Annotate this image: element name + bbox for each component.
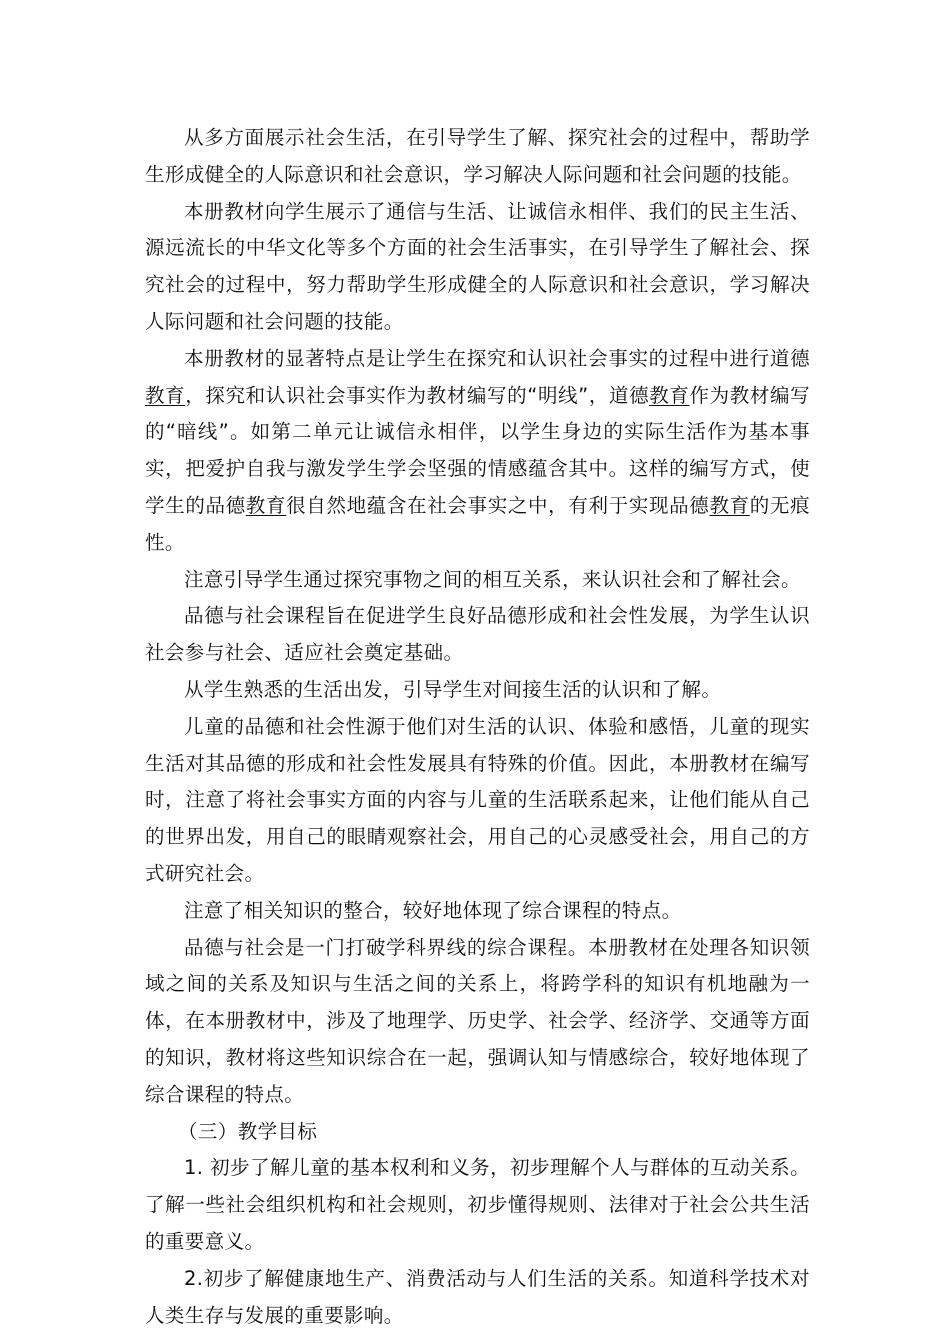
paragraph-7: 儿童的品德和社会性源于他们对生活的认识、体验和感悟，儿童的现实生活对其品德的形成和社会性发展具有特殊的价值。因此，本册教材在编写时，注意了将社会事实方面的内容与儿童的生活联系起来，让他们能从自己的世界出发，用自己的眼睛观察社会，用自己的心灵感受社会，用自己的方式研究社会。 [145, 714, 810, 885]
paragraph-1: 从多方面展示社会生活，在引导学生了解、探究社会的过程中，帮助学生形成健全的人际意识和社会意识，学习解决人际问题和社会问题的技能。 [145, 126, 810, 186]
paragraph-8: 注意了相关知识的整合，较好地体现了综合课程的特点。 [184, 898, 682, 922]
paragraph-3: 本册教材的显著特点是让学生在探究和认识社会事实的过程中进行道德教育，探究和认识社会事实作为教材编写的“明线”，道德教育作为教材编写的“暗线”。如第二单元让诚信永相伴，以学生身边的实际生活作为基本事实，把爱护自我与激发学生学会坚强的情感蕴含其中。这样的编写方式，使学生的品德教育很自然地蕴含在社会事实之中，有利于实现品德教育的无痕性。 [145, 346, 810, 554]
paragraph-2: 本册教材向学生展示了通信与生活、让诚信永相伴、我们的民主生活、源远流长的中华文化等多个方面的社会生活事实，在引导学生了解社会、探究社会的过程中，努力帮助学生形成健全的人际意识和社会意识，学习解决人际问题和社会问题的技能。 [145, 199, 810, 333]
underlined-term: 教育 [709, 493, 750, 517]
section-heading: （三）教学目标 [178, 1119, 318, 1143]
underlined-term: 教育 [649, 383, 690, 407]
objective-2: 2.初步了解健康地生产、消费活动与人们生活的关系。知道科学技术对人类生存与发展的重要影响。 [145, 1266, 810, 1327]
underlined-term: 教育 [245, 493, 287, 517]
paragraph-6: 从学生熟悉的生活出发，引导学生对间接生活的认识和了解。 [184, 677, 722, 701]
paragraph-9: 品德与社会是一门打破学科界线的综合课程。本册教材在处理各知识领域之间的关系及知识与生活之间的关系上，将跨学科的知识有机地融为一体，在本册教材中，涉及了地理学、历史学、社会学、经济学、交通等方面的知识，教材将这些知识综合在一起，强调认知与情感综合，较好地体现了综合课程的特点。 [145, 935, 810, 1106]
underlined-term: 教育 [145, 383, 186, 407]
objective-1: 1. 初步了解儿童的基本权利和义务，初步理解个人与群体的互动关系。了解一些社会组织机构和社会规则，初步懂得规则、法律对于社会公共生活的重要意义。 [145, 1156, 810, 1253]
paragraph-4: 注意引导学生通过探究事物之间的相互关系，来认识社会和了解社会。 [184, 567, 801, 591]
paragraph-5: 品德与社会课程旨在促进学生良好品德形成和社会性发展，为学生认识社会参与社会、适应社会奠定基础。 [145, 604, 810, 665]
